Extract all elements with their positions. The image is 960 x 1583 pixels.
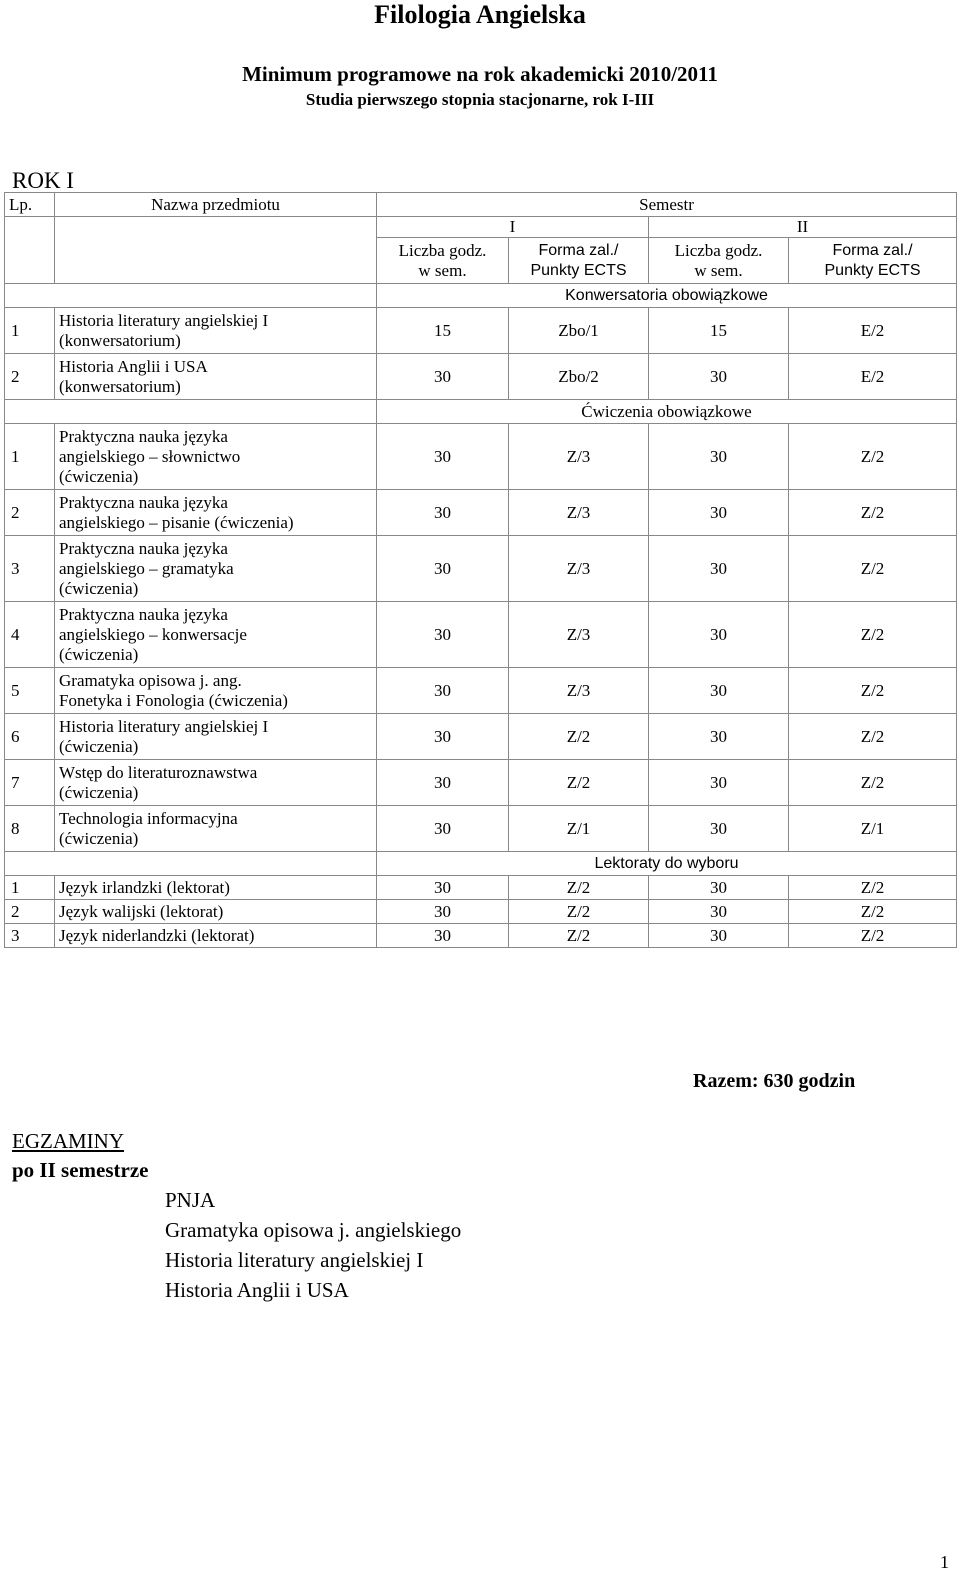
hours-sem1: 15: [377, 308, 509, 354]
hours-sem1: 30: [377, 924, 509, 948]
hours-sem1: 30: [377, 536, 509, 602]
subject-name-header: Nazwa przedmiotu: [55, 193, 377, 217]
form-sem2: Z/1: [789, 806, 957, 852]
section-title: Ćwiczenia obowiązkowe: [377, 400, 957, 424]
form-sem2: E/2: [789, 308, 957, 354]
hours-sem2: 30: [649, 876, 789, 900]
row-number: 5: [5, 668, 55, 714]
hours-sem1: 30: [377, 714, 509, 760]
form-sem2: Z/2: [789, 924, 957, 948]
exams-list: [165, 1185, 461, 1305]
subject-name: [55, 924, 377, 948]
row-number: 3: [5, 536, 55, 602]
section-header-row: [5, 284, 957, 308]
exam-item: Historia Anglii i USA: [165, 1278, 349, 1302]
semester-header: Semestr: [377, 193, 957, 217]
document-subtitle: Minimum programowe na rok akademicki 2010/2011: [242, 62, 718, 86]
table-row: [5, 490, 957, 536]
semester-number-row: [5, 217, 957, 238]
subject-name-line: Historia Anglii i USA: [59, 356, 208, 376]
total-hours: Razem: 630 godzin: [693, 1070, 856, 1092]
table-row: [5, 424, 957, 490]
table-row: [5, 536, 957, 602]
empty-cell: [55, 217, 377, 284]
subject-name-line: Język niderlandzki (lektorat): [59, 925, 255, 945]
semester-1-header: I: [377, 217, 649, 238]
table-row: [5, 308, 957, 354]
form-sem1: Z/3: [509, 602, 649, 668]
hours-sem1: 30: [377, 668, 509, 714]
form-sem1: Z/1: [509, 806, 649, 852]
subject-name: [55, 900, 377, 924]
hours-sem2: 30: [649, 924, 789, 948]
exam-item: Historia literatury angielskiej I: [165, 1248, 424, 1272]
hours-sem1: 30: [377, 806, 509, 852]
subject-name-line: Historia literatury angielskiej I: [59, 310, 269, 330]
subject-name-line: Technologia informacyjna: [59, 808, 238, 828]
form-sem2: Z/2: [789, 490, 957, 536]
section-header-row: [5, 852, 957, 876]
subject-name-line: angielskiego – gramatyka: [59, 558, 234, 578]
subject-name-line: Praktyczna nauka języka: [59, 426, 228, 446]
hours-header-sem1: Liczba godz. w sem.: [377, 238, 509, 284]
form-sem1: Z/2: [509, 924, 649, 948]
hours-sem2: 30: [649, 424, 789, 490]
subject-name-line: Gramatyka opisowa j. ang.: [59, 670, 242, 690]
form-sem1: Z/2: [509, 714, 649, 760]
subject-name-line: Język irlandzki (lektorat): [59, 877, 230, 897]
table-row: [5, 900, 957, 924]
hours-sem1: 30: [377, 602, 509, 668]
document-subtitle-study-mode: Studia pierwszego stopnia stacjonarne, rok I-III: [305, 90, 655, 109]
form-sem1: Z/3: [509, 668, 649, 714]
form-sem2: Z/2: [789, 668, 957, 714]
row-number: 2: [5, 490, 55, 536]
hours-sem2: 30: [649, 602, 789, 668]
row-number: 7: [5, 760, 55, 806]
table-row: [5, 602, 957, 668]
form-sem2: Z/2: [789, 602, 957, 668]
subject-name-line: (ćwiczenia): [59, 828, 139, 848]
curriculum-table-body: [5, 193, 957, 948]
form-header-sem1: Forma zal./ Punkty ECTS: [509, 238, 649, 284]
form-sem1: Z/2: [509, 900, 649, 924]
subject-name-line: Praktyczna nauka języka: [59, 538, 228, 558]
table-row: [5, 668, 957, 714]
hours-sem1: 30: [377, 490, 509, 536]
hours-header-sem2: Liczba godz. w sem.: [649, 238, 789, 284]
table-row: [5, 714, 957, 760]
row-number: 2: [5, 354, 55, 400]
subject-name-line: angielskiego – słownictwo: [59, 446, 241, 466]
form-sem1: Z/2: [509, 760, 649, 806]
table-row: [5, 924, 957, 948]
subject-name-line: Praktyczna nauka języka: [59, 604, 228, 624]
page-number: 1: [940, 1552, 949, 1572]
subject-name: [55, 760, 377, 806]
hours-sem1: 30: [377, 424, 509, 490]
form-sem2: Z/2: [789, 876, 957, 900]
hours-sem1: 30: [377, 760, 509, 806]
hours-sem2: 15: [649, 308, 789, 354]
form-sem1: Zbo/2: [509, 354, 649, 400]
exams-heading: EGZAMINY: [12, 1129, 124, 1153]
form-sem2: E/2: [789, 354, 957, 400]
form-sem1: Z/3: [509, 536, 649, 602]
row-number: 1: [5, 424, 55, 490]
hours-sem2: 30: [649, 354, 789, 400]
row-number: 1: [5, 876, 55, 900]
row-number: 6: [5, 714, 55, 760]
subject-name-line: (ćwiczenia): [59, 736, 139, 756]
table-row: [5, 806, 957, 852]
empty-cell: [5, 400, 377, 424]
hours-sem2: 30: [649, 668, 789, 714]
section-header-row: [5, 400, 957, 424]
section-title: Konwersatoria obowiązkowe: [377, 284, 957, 308]
subject-name-line: Wstęp do literaturoznawstwa: [59, 762, 258, 782]
subject-name: [55, 668, 377, 714]
subject-name: [55, 876, 377, 900]
subject-name-line: Praktyczna nauka języka: [59, 492, 228, 512]
document-title: Filologia Angielska: [374, 0, 586, 29]
subject-name-line: (ćwiczenia): [59, 578, 139, 598]
form-sem1: Z/3: [509, 490, 649, 536]
table-row: [5, 354, 957, 400]
table-header-row: [5, 193, 957, 217]
form-header-sem2: Forma zal./ Punkty ECTS: [789, 238, 957, 284]
form-sem1: Zbo/1: [509, 308, 649, 354]
lp-header: Lp.: [5, 193, 55, 217]
hours-sem2: 30: [649, 536, 789, 602]
subject-name-line: angielskiego – pisanie (ćwiczenia): [59, 512, 294, 532]
subject-name-line: (ćwiczenia): [59, 782, 139, 802]
subject-name-line: (konwersatorium): [59, 376, 181, 396]
semester-2-header: II: [649, 217, 957, 238]
row-number: 8: [5, 806, 55, 852]
subject-name-line: Historia literatury angielskiej I: [59, 716, 269, 736]
hours-sem2: 30: [649, 760, 789, 806]
exam-item: Gramatyka opisowa j. angielskiego: [165, 1218, 462, 1242]
subject-name-line: Język walijski (lektorat): [59, 901, 224, 921]
subject-name-line: (konwersatorium): [59, 330, 181, 350]
form-sem2: Z/2: [789, 714, 957, 760]
subject-name: [55, 490, 377, 536]
subject-name-line: (ćwiczenia): [59, 644, 139, 664]
form-sem2: Z/2: [789, 900, 957, 924]
row-number: 4: [5, 602, 55, 668]
section-title: Lektoraty do wyboru: [377, 852, 957, 876]
hours-sem2: 30: [649, 806, 789, 852]
subject-name: [55, 308, 377, 354]
hours-sem1: 30: [377, 900, 509, 924]
subject-name-line: (ćwiczenia): [59, 466, 139, 486]
form-sem1: Z/3: [509, 424, 649, 490]
table-row: [5, 876, 957, 900]
subject-name: [55, 806, 377, 852]
hours-sem2: 30: [649, 900, 789, 924]
form-sem2: Z/2: [789, 760, 957, 806]
year-heading: ROK I: [12, 168, 74, 193]
form-sem1: Z/2: [509, 876, 649, 900]
row-number: 2: [5, 900, 55, 924]
subject-name: [55, 354, 377, 400]
empty-cell: [5, 852, 377, 876]
form-sem2: Z/2: [789, 536, 957, 602]
subject-name-line: angielskiego – konwersacje: [59, 624, 247, 644]
exams-subheading: po II semestrze: [12, 1158, 149, 1182]
subject-name: [55, 602, 377, 668]
subject-name: [55, 536, 377, 602]
row-number: 1: [5, 308, 55, 354]
subject-name: [55, 714, 377, 760]
form-sem2: Z/2: [789, 424, 957, 490]
exam-item: PNJA: [165, 1188, 216, 1212]
table-row: [5, 760, 957, 806]
subject-name: [55, 424, 377, 490]
curriculum-table: [4, 192, 957, 948]
hours-sem1: 30: [377, 354, 509, 400]
hours-sem2: 30: [649, 714, 789, 760]
empty-cell: [5, 284, 377, 308]
hours-sem1: 30: [377, 876, 509, 900]
subject-name-line: Fonetyka i Fonologia (ćwiczenia): [59, 690, 288, 710]
hours-sem2: 30: [649, 490, 789, 536]
row-number: 3: [5, 924, 55, 948]
empty-cell: [5, 217, 55, 284]
